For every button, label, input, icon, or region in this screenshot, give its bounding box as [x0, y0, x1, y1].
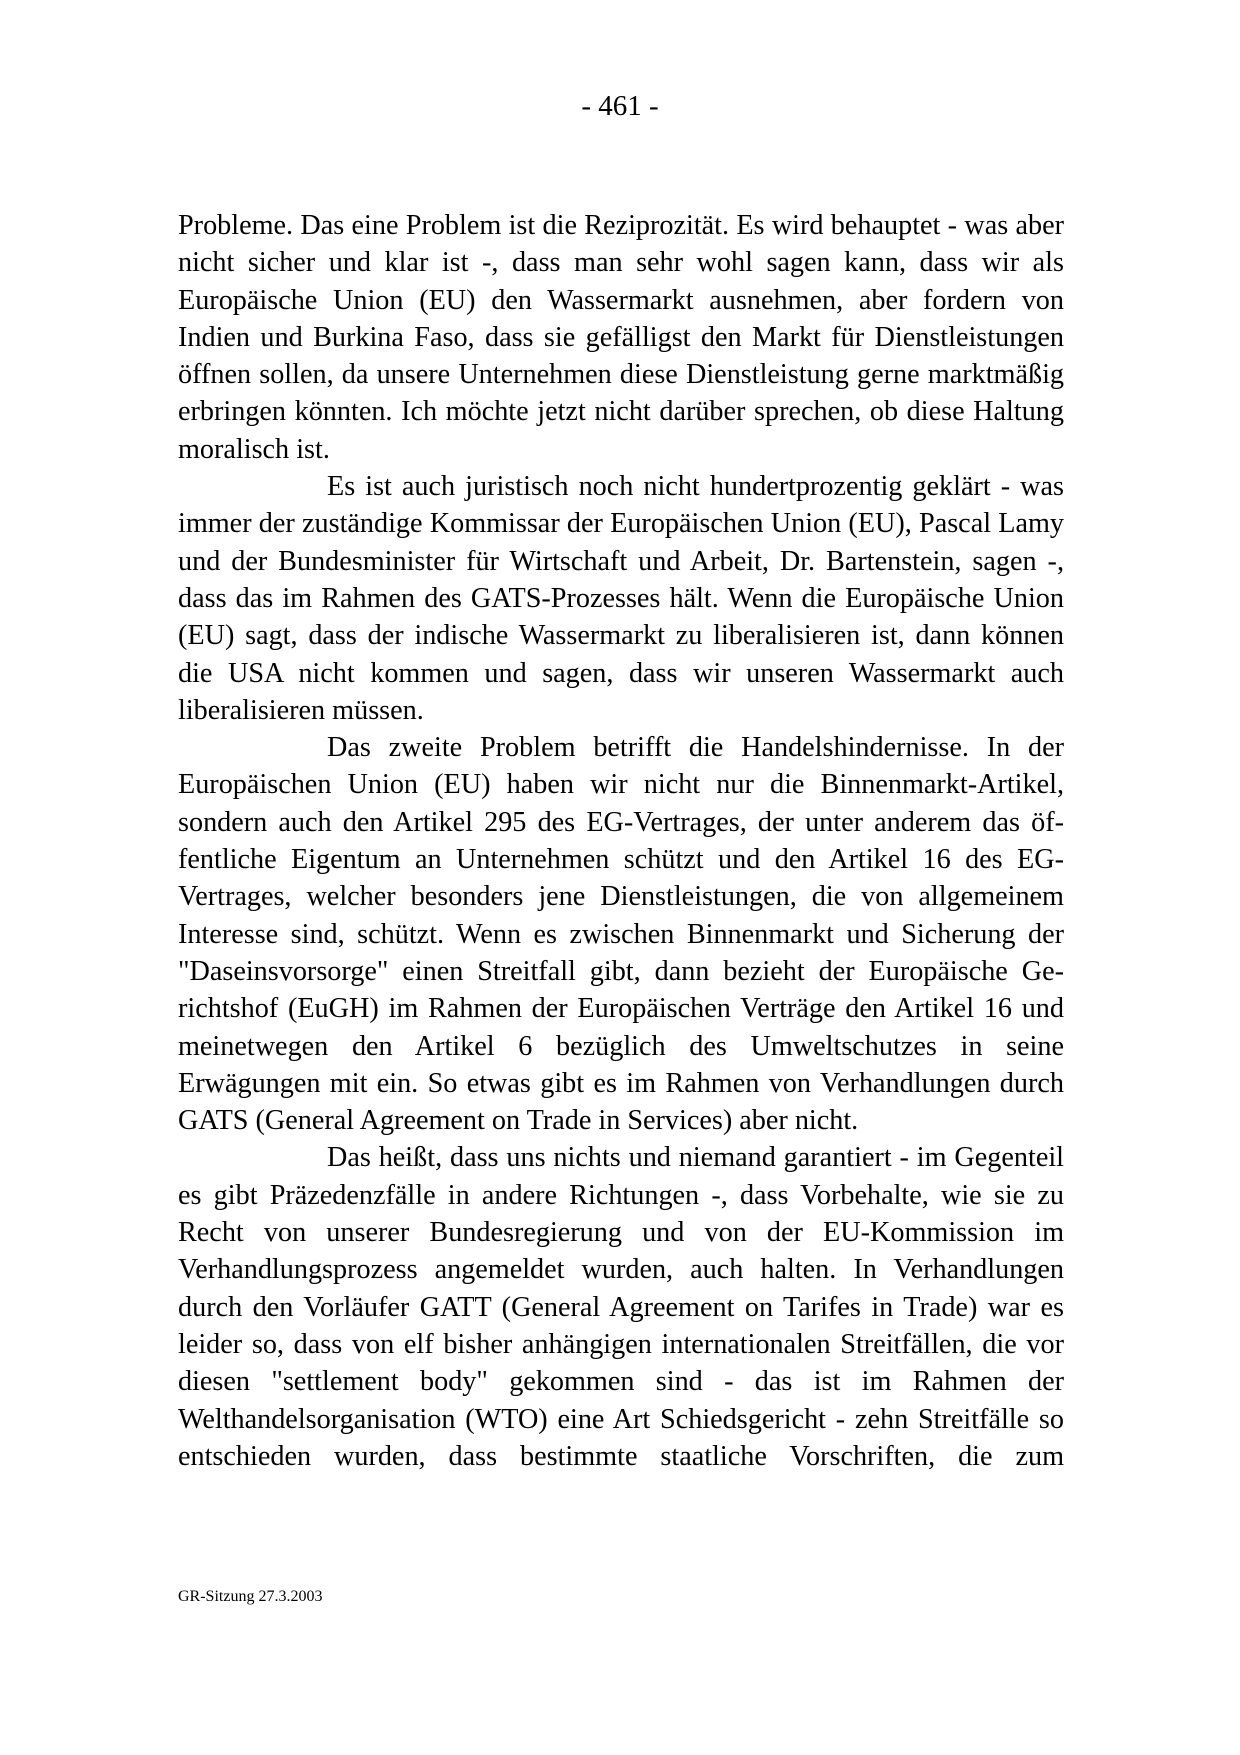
paragraph: Probleme. Das eine Problem ist die Reziprozität. Es wird behauptet - was aber nicht sicher und klar ist -, dass man sehr wohl sagen kann, dass wir als Europäische Union (EU) den Wassermarkt ausnehmen, aber fordern von Indien und Burkina Faso, dass sie gefälligst den Markt für Dienstleistungen öffnen sollen, da unsere Unternehmen diese Dienstleistung gerne marktmäßig erbringen könnten. Ich möchte jetzt nicht darüber sprechen, ob diese Haltung moralisch ist. [178, 210, 1064, 465]
body-text [178, 207, 1064, 1475]
footer: GR-Sitzung 27.3.2003 [178, 1588, 323, 1605]
paragraph: Das zweite Problem betrifft die Handelshindernisse. In der Europäischen Union (EU) haben wir nicht nur die Binnenmarkt-Artikel, sondern auch den Artikel 295 des EG-Vertrages, der unter anderem das öffentliche Eigentum an Unternehmen schützt und den Artikel 16 des EG-Vertrages, welcher besonders jene Dienstleistungen, die von allgemeinem Interesse sind, schützt. Wenn es zwischen Binnenmarkt und Sicherung der "Daseinsvorsorge" einen Streitfall gibt, dann bezieht der Europäische Gerichtshof (EuGH) im Rahmen der Europäischen Verträge den Artikel 16 und meinetwegen den Artikel 6 bezüglich des Umweltschutzes in seine Erwägungen mit ein. So etwas gibt es im Rahmen von Verhandlungen durch GATS (General Agreement on Trade in Services) aber nicht. [178, 732, 1064, 1137]
paragraph: Es ist auch juristisch noch nicht hundertprozentig geklärt - was immer der zuständige Kommissar der Europäischen Union (EU), Pascal Lamy und der Bundesminister für Wirtschaft und Arbeit, Dr. Bartenstein, sagen -, dass das im Rahmen des GATS-Prozesses hält. Wenn die Europäische Union (EU) sagt, dass der indische Wassermarkt zu liberalisieren ist, dann können die USA nicht kommen und sagen, dass wir unseren Wassermarkt auch liberalisieren müssen. [178, 471, 1064, 726]
paragraph: Das heißt, dass uns nichts und niemand garantiert - im Gegenteil es gibt Präzedenzfälle in andere Richtungen -, dass Vorbehalte, wie sie zu Recht von unserer Bundesregierung und von der EU-Kommission im Verhandlungsprozess angemeldet wurden, auch halten. In Verhandlungen durch den Vorläufer GATT (General Agreement on Tarifes in Trade) war es leider so, dass von elf bisher anhängigen internationalen Streitfällen, die vor diesen "settlement body" gekommen sind - das ist im Rahmen der Welthandelsorganisation (WTO) eine Art Schiedsgericht - zehn Streitfälle so entschieden wurden, dass bestimmte staatliche Vorschriften, die zum [178, 1142, 1064, 1472]
page-number: - 461 - [581, 90, 659, 122]
